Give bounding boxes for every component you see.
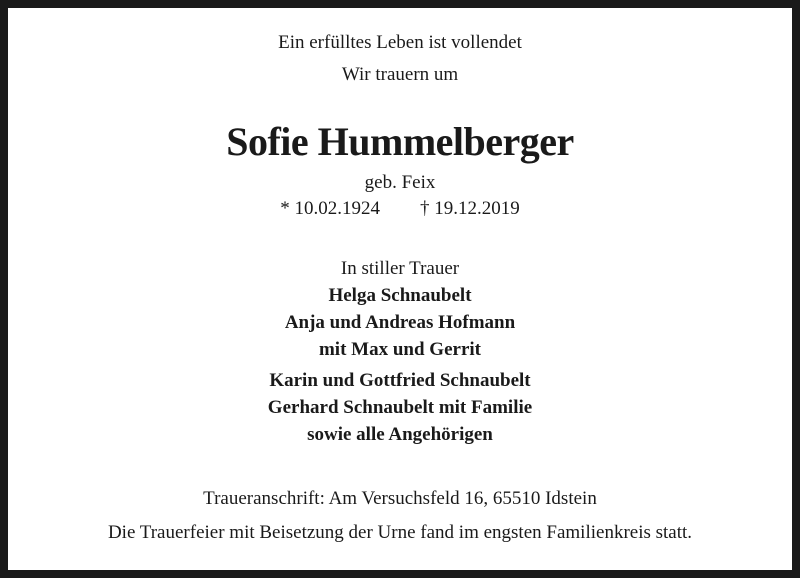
mourner-line: Karin und Gottfried Schnaubelt: [269, 370, 531, 391]
ceremony-line: Die Trauerfeier mit Beisetzung der Urne fand im engsten Familienkreis statt.: [107, 522, 693, 543]
mourner-line: sowie alle Angehörigen: [307, 424, 493, 445]
life-dates: [8, 198, 792, 220]
maiden-name: geb. Feix: [364, 172, 436, 193]
mourner-line: Helga Schnaubelt: [328, 285, 472, 306]
mourner-line: Gerhard Schnaubelt mit Familie: [267, 397, 533, 418]
death-date: † 19.12.2019: [420, 198, 520, 219]
grief-heading: In stiller Trauer: [340, 258, 460, 279]
deceased-name: Sofie Hummelberger: [226, 119, 574, 164]
mourner-line: Anja und Andreas Hofmann: [284, 312, 516, 333]
birth-date: * 10.02.1924: [280, 198, 380, 219]
mourner-line: mit Max und Gerrit: [318, 339, 481, 360]
intro-line: Ein erfülltes Leben ist vollendet: [278, 32, 522, 53]
address-line: Traueranschrift: Am Versuchsfeld 16, 65510 Idstein: [203, 488, 597, 509]
mourn-line: Wir trauern um: [341, 64, 459, 85]
